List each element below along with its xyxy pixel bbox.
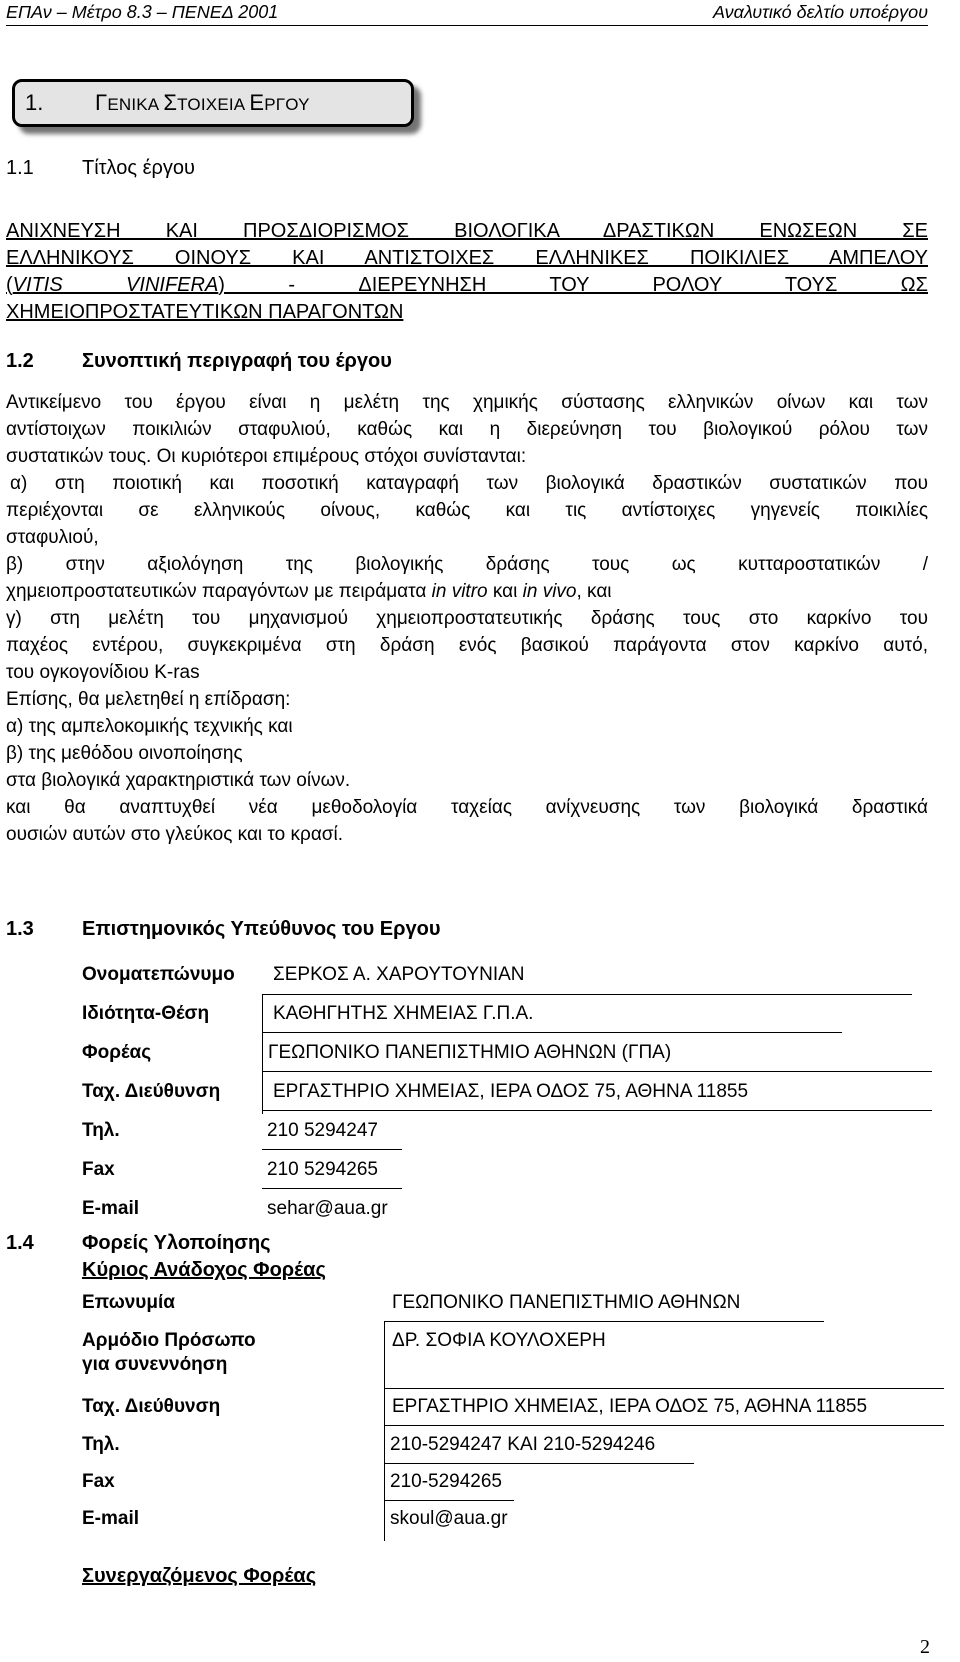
description-line: β) στην αξιολόγηση της βιολογικής δράσης τους ως κυτταροστατικών / bbox=[6, 554, 928, 575]
collaborating-organization-heading: Συνεργαζόμενος Φορέας bbox=[82, 1565, 317, 1587]
description-line: β) της μεθόδου οινοποίησης bbox=[6, 743, 243, 764]
table-rule bbox=[384, 1425, 944, 1426]
table-rule bbox=[262, 994, 263, 1114]
project-title-line: ΑΝΙΧΝΕΥΣΗ ΚΑΙ ΠΡΟΣΔΙΟΡΙΣΜΟΣ ΒΙΟΛΟΓΙΚΑ ΔΡΑΣΤΙΚΩΝ ΕΝΩΣΕΩΝ ΣΕ bbox=[6, 220, 928, 242]
description-line: α) στη ποιοτική και ποσοτική καταγραφή των βιολογικά δραστικών συστατικών που bbox=[10, 473, 928, 494]
description-line: α) της αμπελοκομικής τεχνικής και bbox=[6, 716, 293, 737]
project-title-line bbox=[6, 272, 928, 299]
section-title-part: ΤΟΙΧΕΙΑ bbox=[177, 95, 250, 114]
page-number: 2 bbox=[920, 1636, 930, 1658]
description-line: του ογκογονίδιου K-ras bbox=[6, 662, 200, 683]
description-line: και θα αναπτυχθεί νέα μεθοδολογία ταχείας ανίχνευσης των βιολογικά δραστικά bbox=[6, 797, 928, 818]
table-rule bbox=[262, 1110, 932, 1111]
subsection-number-1-1: 1.1 bbox=[6, 157, 34, 179]
field-label-contact-person-line2: για συνεννόηση bbox=[82, 1354, 228, 1375]
field-label-organization: Φορέας bbox=[82, 1042, 152, 1063]
section-title-part: ΡΓΟΥ bbox=[264, 95, 310, 114]
field-label-email-2: E-mail bbox=[82, 1508, 140, 1529]
running-header-left: ΕΠΑν – Μέτρο 8.3 – ΠΕΝΕΔ 2001 bbox=[6, 2, 279, 22]
field-value-contact-person: ΔΡ. ΣΟΦΙΑ ΚΟΥΛΟΧΕΡΗ bbox=[392, 1330, 606, 1351]
field-value-phone-2: 210-5294247 ΚΑΙ 210-5294246 bbox=[390, 1434, 656, 1455]
table-rule bbox=[384, 1500, 514, 1501]
project-title-line: ΧΗΜΕΙΟΠΡΟΣΤΑΤΕΥΤΙΚΩΝ ΠΑΡΑΓΟΝΤΩΝ bbox=[6, 301, 404, 323]
field-label-fax: Fax bbox=[82, 1159, 115, 1180]
subsection-heading-1-2: Συνοπτική περιγραφή του έργου bbox=[82, 350, 392, 372]
field-label-position: Ιδιότητα-Θέση bbox=[82, 1003, 210, 1024]
section-title-part: Σ bbox=[163, 90, 178, 115]
main-contractor-heading: Κύριος Ανάδοχος Φορέας bbox=[82, 1259, 326, 1281]
description-line: Επίσης, θα μελετηθεί η επίδραση: bbox=[6, 689, 291, 710]
field-label-contact-person: Αρμόδιο Πρόσωπο bbox=[82, 1330, 256, 1351]
table-rule bbox=[384, 1388, 944, 1389]
text-run-italic: in vivo bbox=[522, 581, 577, 602]
text-run: χημειοπροστατευτικών παραγόντων με πειράματα bbox=[6, 581, 432, 602]
description-line: ουσιών αυτών στο γλεύκος και το κρασί. bbox=[6, 824, 344, 845]
project-title bbox=[6, 218, 928, 326]
text-run: , και bbox=[576, 581, 612, 602]
table-rule bbox=[384, 1463, 694, 1464]
field-value-address: ΕΡΓΑΣΤΗΡΙΟ ΧΗΜΕΙΑΣ, ΙΕΡΑ ΟΔΟΣ 75, ΑΘΗΝΑ 11855 bbox=[273, 1081, 749, 1102]
header-rule bbox=[6, 25, 928, 26]
field-value-phone: 210 5294247 bbox=[267, 1120, 378, 1141]
field-value-name: ΣΕΡΚΟΣ Α. ΧΑΡΟΥΤΟΥΝΙΑΝ bbox=[273, 964, 525, 985]
subsection-number-1-3: 1.3 bbox=[6, 918, 34, 940]
table-rule bbox=[384, 1321, 385, 1541]
subsection-heading-1-1: Τίτλος έργου bbox=[82, 157, 195, 179]
table-rule bbox=[262, 1071, 932, 1072]
title-paren: ( bbox=[6, 274, 13, 296]
field-label-email: E-mail bbox=[82, 1198, 140, 1219]
section-heading-box bbox=[12, 79, 414, 127]
field-label-company-name: Επωνυμία bbox=[82, 1292, 175, 1313]
table-rule bbox=[262, 1149, 402, 1150]
text-run: και bbox=[487, 581, 523, 602]
description-line: περιέχονται σε ελληνικούς οίνους, καθώς και τις αντίστοιχες γηγενείς ποικιλίες bbox=[6, 500, 928, 521]
project-title-line: ΕΛΛΗΝΙΚΟΥΣ ΟΙΝΟΥΣ ΚΑΙ ΑΝΤΙΣΤΟΙΧΕΣ ΕΛΛΗΝΙΚΕΣ ΠΟΙΚΙΛΙΕΣ ΑΜΠΕΛΟΥ bbox=[6, 247, 928, 269]
subsection-heading-1-4: Φορείς Υλοποίησης bbox=[82, 1232, 271, 1254]
table-rule bbox=[262, 994, 912, 995]
field-value-organization: ΓΕΩΠΟΝΙΚΟ ΠΑΝΕΠΙΣΤΗΜΙΟ ΑΘΗΝΩΝ (ΓΠΑ) bbox=[268, 1042, 672, 1063]
field-label-address: Ταχ. Διεύθυνση bbox=[82, 1081, 221, 1102]
field-label-fax-2: Fax bbox=[82, 1471, 115, 1492]
table-rule bbox=[262, 1032, 842, 1033]
field-value-fax: 210 5294265 bbox=[267, 1159, 378, 1180]
field-value-company-name: ΓΕΩΠΟΝΙΚΟ ΠΑΝΕΠΙΣΤΗΜΙΟ ΑΘΗΝΩΝ bbox=[392, 1292, 741, 1313]
description-line: παχέος εντέρου, συγκεκριμένα στη δράση ενός βασικού παράγοντα στον καρκίνο αυτό, bbox=[6, 635, 928, 656]
field-label-phone: Τηλ. bbox=[82, 1120, 120, 1141]
description-line bbox=[6, 578, 928, 605]
title-latin-name: VITIS VINIFERA bbox=[12, 274, 219, 296]
field-value-email-2[interactable]: skoul@aua.gr bbox=[390, 1508, 508, 1529]
subsection-number-1-2: 1.2 bbox=[6, 350, 34, 372]
field-value-email[interactable]: sehar@aua.gr bbox=[267, 1198, 388, 1219]
description-line: Αντικείμενο του έργου είναι η μελέτη της χημικής σύστασης ελληνικών οίνων και των bbox=[6, 392, 928, 413]
table-rule bbox=[384, 1321, 824, 1322]
section-title bbox=[95, 90, 310, 116]
subsection-number-1-4: 1.4 bbox=[6, 1232, 34, 1254]
field-value-address-2: ΕΡΓΑΣΤΗΡΙΟ ΧΗΜΕΙΑΣ, ΙΕΡΑ ΟΔΟΣ 75, ΑΘΗΝΑ 11855 bbox=[392, 1396, 868, 1417]
project-description bbox=[6, 389, 928, 848]
running-header-right: Αναλυτικό δελτίο υποέργου bbox=[713, 2, 928, 22]
description-line: στα βιολογικά χαρακτηριστικά των οίνων. bbox=[6, 770, 351, 791]
section-title-part: Ε bbox=[249, 90, 265, 115]
text-run-italic: in vitro bbox=[431, 581, 488, 602]
title-rest: ) - ΔΙΕΡΕΥΝΗΣΗ ΤΟΥ ΡΟΛΟΥ ΤΟΥΣ ΩΣ bbox=[218, 274, 928, 296]
table-rule bbox=[262, 1188, 402, 1189]
section-title-part: Γ bbox=[95, 90, 108, 115]
field-label-phone-2: Τηλ. bbox=[82, 1434, 120, 1455]
field-value-fax-2: 210-5294265 bbox=[390, 1471, 502, 1492]
subsection-heading-1-3: Επιστημονικός Υπεύθυνος του Εργου bbox=[82, 918, 441, 940]
description-line: αντίστοιχων ποικιλιών σταφυλιού, καθώς και η διερεύνηση του βιολογικού ρόλου των bbox=[6, 419, 928, 440]
description-line: γ) στη μελέτη του μηχανισμού χημειοπροστατευτικής δράσης τους στο καρκίνο του bbox=[6, 608, 928, 629]
section-title-part: ΕΝΙΚΑ bbox=[107, 95, 164, 114]
section-number: 1. bbox=[25, 90, 44, 115]
field-label-address-2: Ταχ. Διεύθυνση bbox=[82, 1396, 221, 1417]
description-line: σταφυλιού, bbox=[6, 527, 99, 548]
field-label-name: Ονοματεπώνυμο bbox=[82, 964, 235, 985]
field-value-position: ΚΑΘΗΓΗΤΗΣ ΧΗΜΕΙΑΣ Γ.Π.Α. bbox=[273, 1003, 534, 1024]
description-line: συστατικών τους. Οι κυριότεροι επιμέρους στόχοι συνίστανται: bbox=[6, 446, 527, 467]
